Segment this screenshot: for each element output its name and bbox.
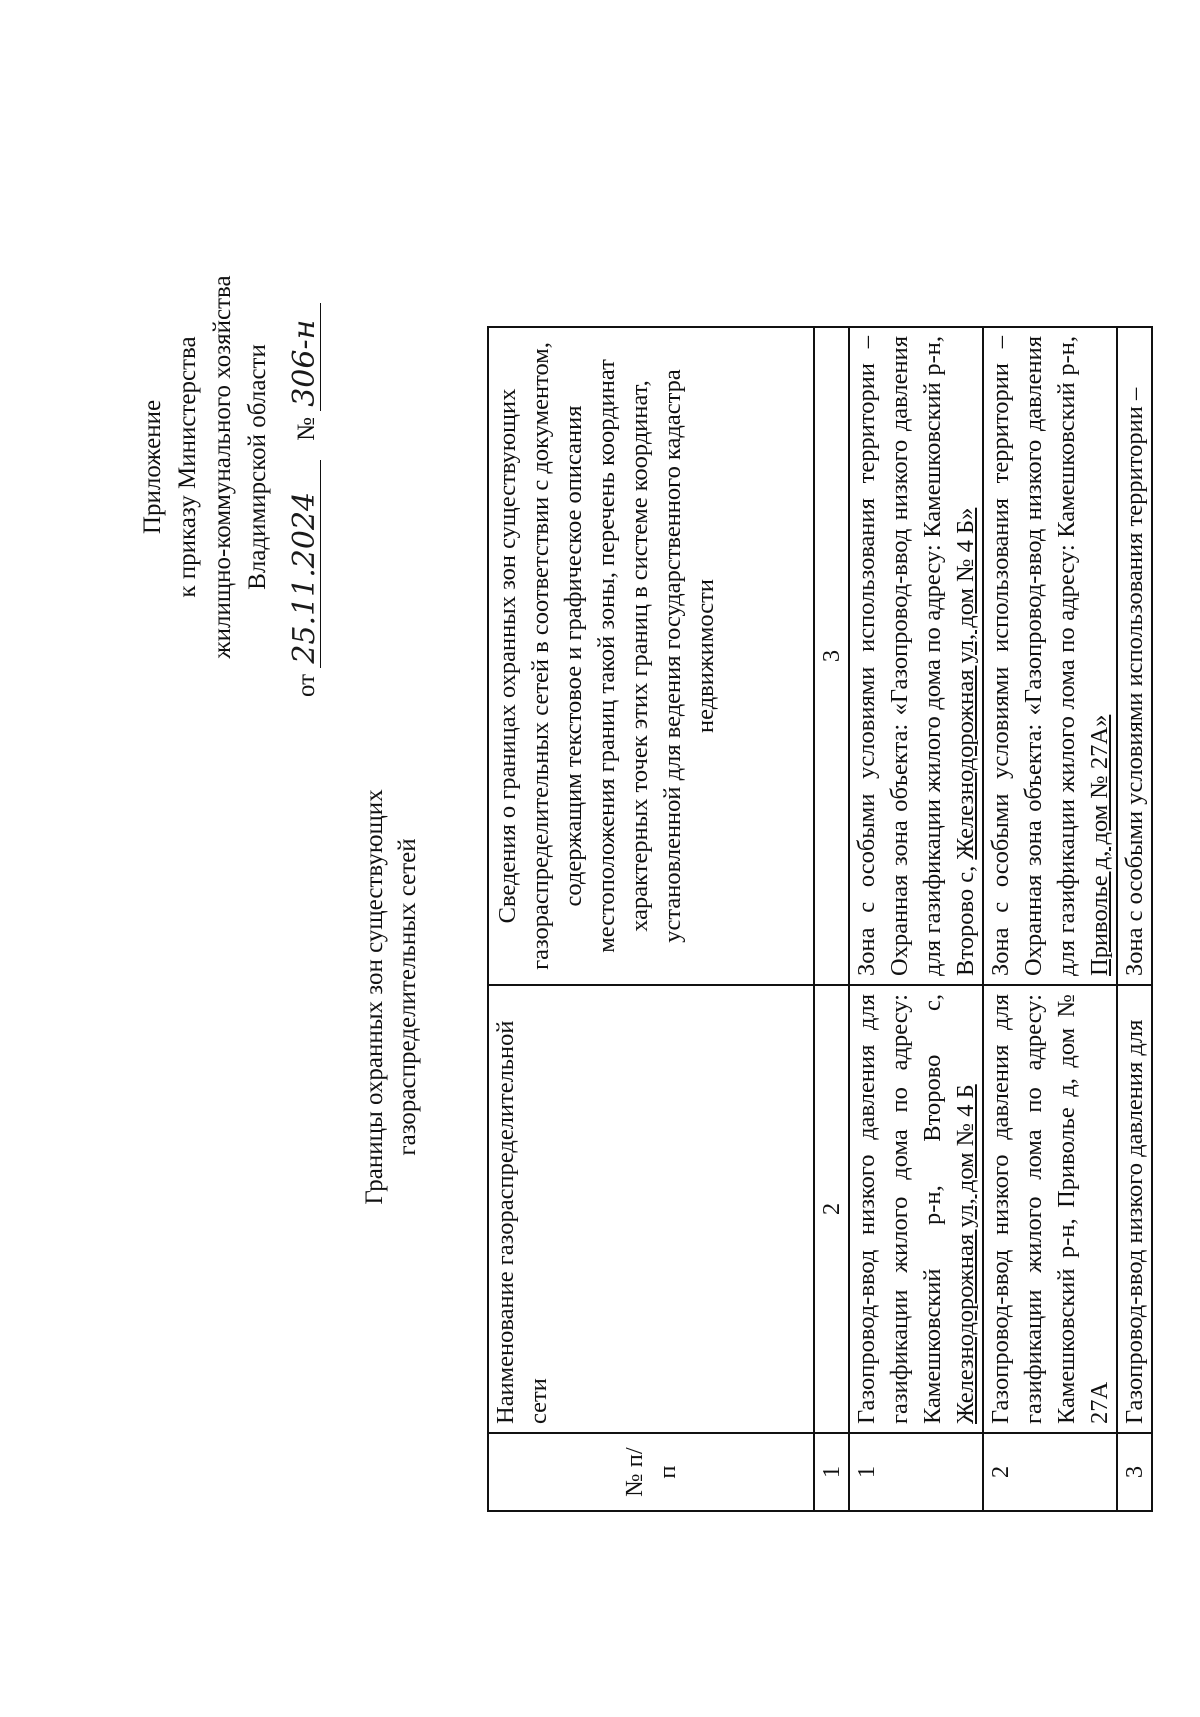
header-number: № п/п <box>488 1433 814 1511</box>
table-row <box>1117 327 1152 1511</box>
network-name <box>849 985 983 1433</box>
date-prefix: от <box>293 673 320 697</box>
header-zone-info: Сведения о границах охранных зон существующих газораспределительных сетей в соответствии с документом, содержащим текстовое и графическое описания местоположения границ такой зоны, перечень координат характерных точек этих границ в системе координат, установленной для ведения государственного кадастра недвижимости <box>488 327 814 985</box>
protection-zones-table <box>487 326 1153 1512</box>
table-row <box>849 327 983 1511</box>
zone-info-text: Зона с особыми условиями использования территории – Охранная зона объекта: «Газопровод-ввод низкого давления для газификации жилого дома по адресу: Камешковский р-н, Второво с, <box>853 336 979 976</box>
column-number: 1 <box>814 1433 849 1511</box>
title-line-1: Границы охранных зон существующих <box>361 789 388 1205</box>
row-number: 1 <box>849 1433 983 1511</box>
appendix-header <box>135 237 324 697</box>
network-address-underlined: Железнодорожная ул, дом № 4 Б <box>952 1084 979 1424</box>
row-number: 2 <box>983 1433 1117 1511</box>
zone-info <box>849 327 983 985</box>
column-number: 3 <box>814 327 849 985</box>
zone-info <box>983 327 1117 985</box>
network-name <box>983 985 1117 1433</box>
number-prefix: № <box>293 417 320 441</box>
table-row <box>983 327 1117 1511</box>
column-number: 2 <box>814 985 849 1433</box>
column-numbers-row <box>814 327 849 1511</box>
row-number: 3 <box>1117 1433 1152 1511</box>
network-name-text: Газопровод-ввод низкого давления для газификации жилого дома по адресу: Камешковский р-н, Второво с, <box>853 994 946 1424</box>
zone-address-underlined: Железнодорожная ул, дом № 4 Б» <box>952 507 979 860</box>
zone-info-text: Зона с особыми условиями использования территории – Охранная зона объекта: «Газопровод-ввод низкого давления для газификации жилого лома по адресу: Камешковский р-н, <box>987 336 1080 976</box>
header-line-appendix: Приложение <box>139 399 166 535</box>
network-name: Газопровод-ввод низкого давления для <box>1117 985 1152 1433</box>
zone-info: Зона с особыми условиями использования территории – <box>1117 327 1152 985</box>
header-line-order: к приказу Министерства <box>174 336 201 598</box>
network-name-text: Газопровод-ввод низкого давления для газификации жилого лома по адресу: Камешковский р-н, Приволье д, дом № 27А <box>987 994 1113 1424</box>
order-date-number <box>289 237 324 697</box>
title-line-2: газораспределительных сетей <box>394 838 421 1156</box>
header-line-region: Владимирской области <box>244 344 271 590</box>
zone-address-underlined: Приволье д, дом № 27А» <box>1086 714 1113 976</box>
document-title <box>358 657 424 1337</box>
table-header-row <box>488 327 814 1511</box>
header-line-ministry: жилищно-коммунального хозяйства <box>209 275 236 659</box>
handwritten-number: 306-н <box>290 303 321 411</box>
header-network-name: Наименование газораспределительной сети <box>488 985 814 1433</box>
handwritten-date: 25.11.2024 <box>290 460 321 668</box>
